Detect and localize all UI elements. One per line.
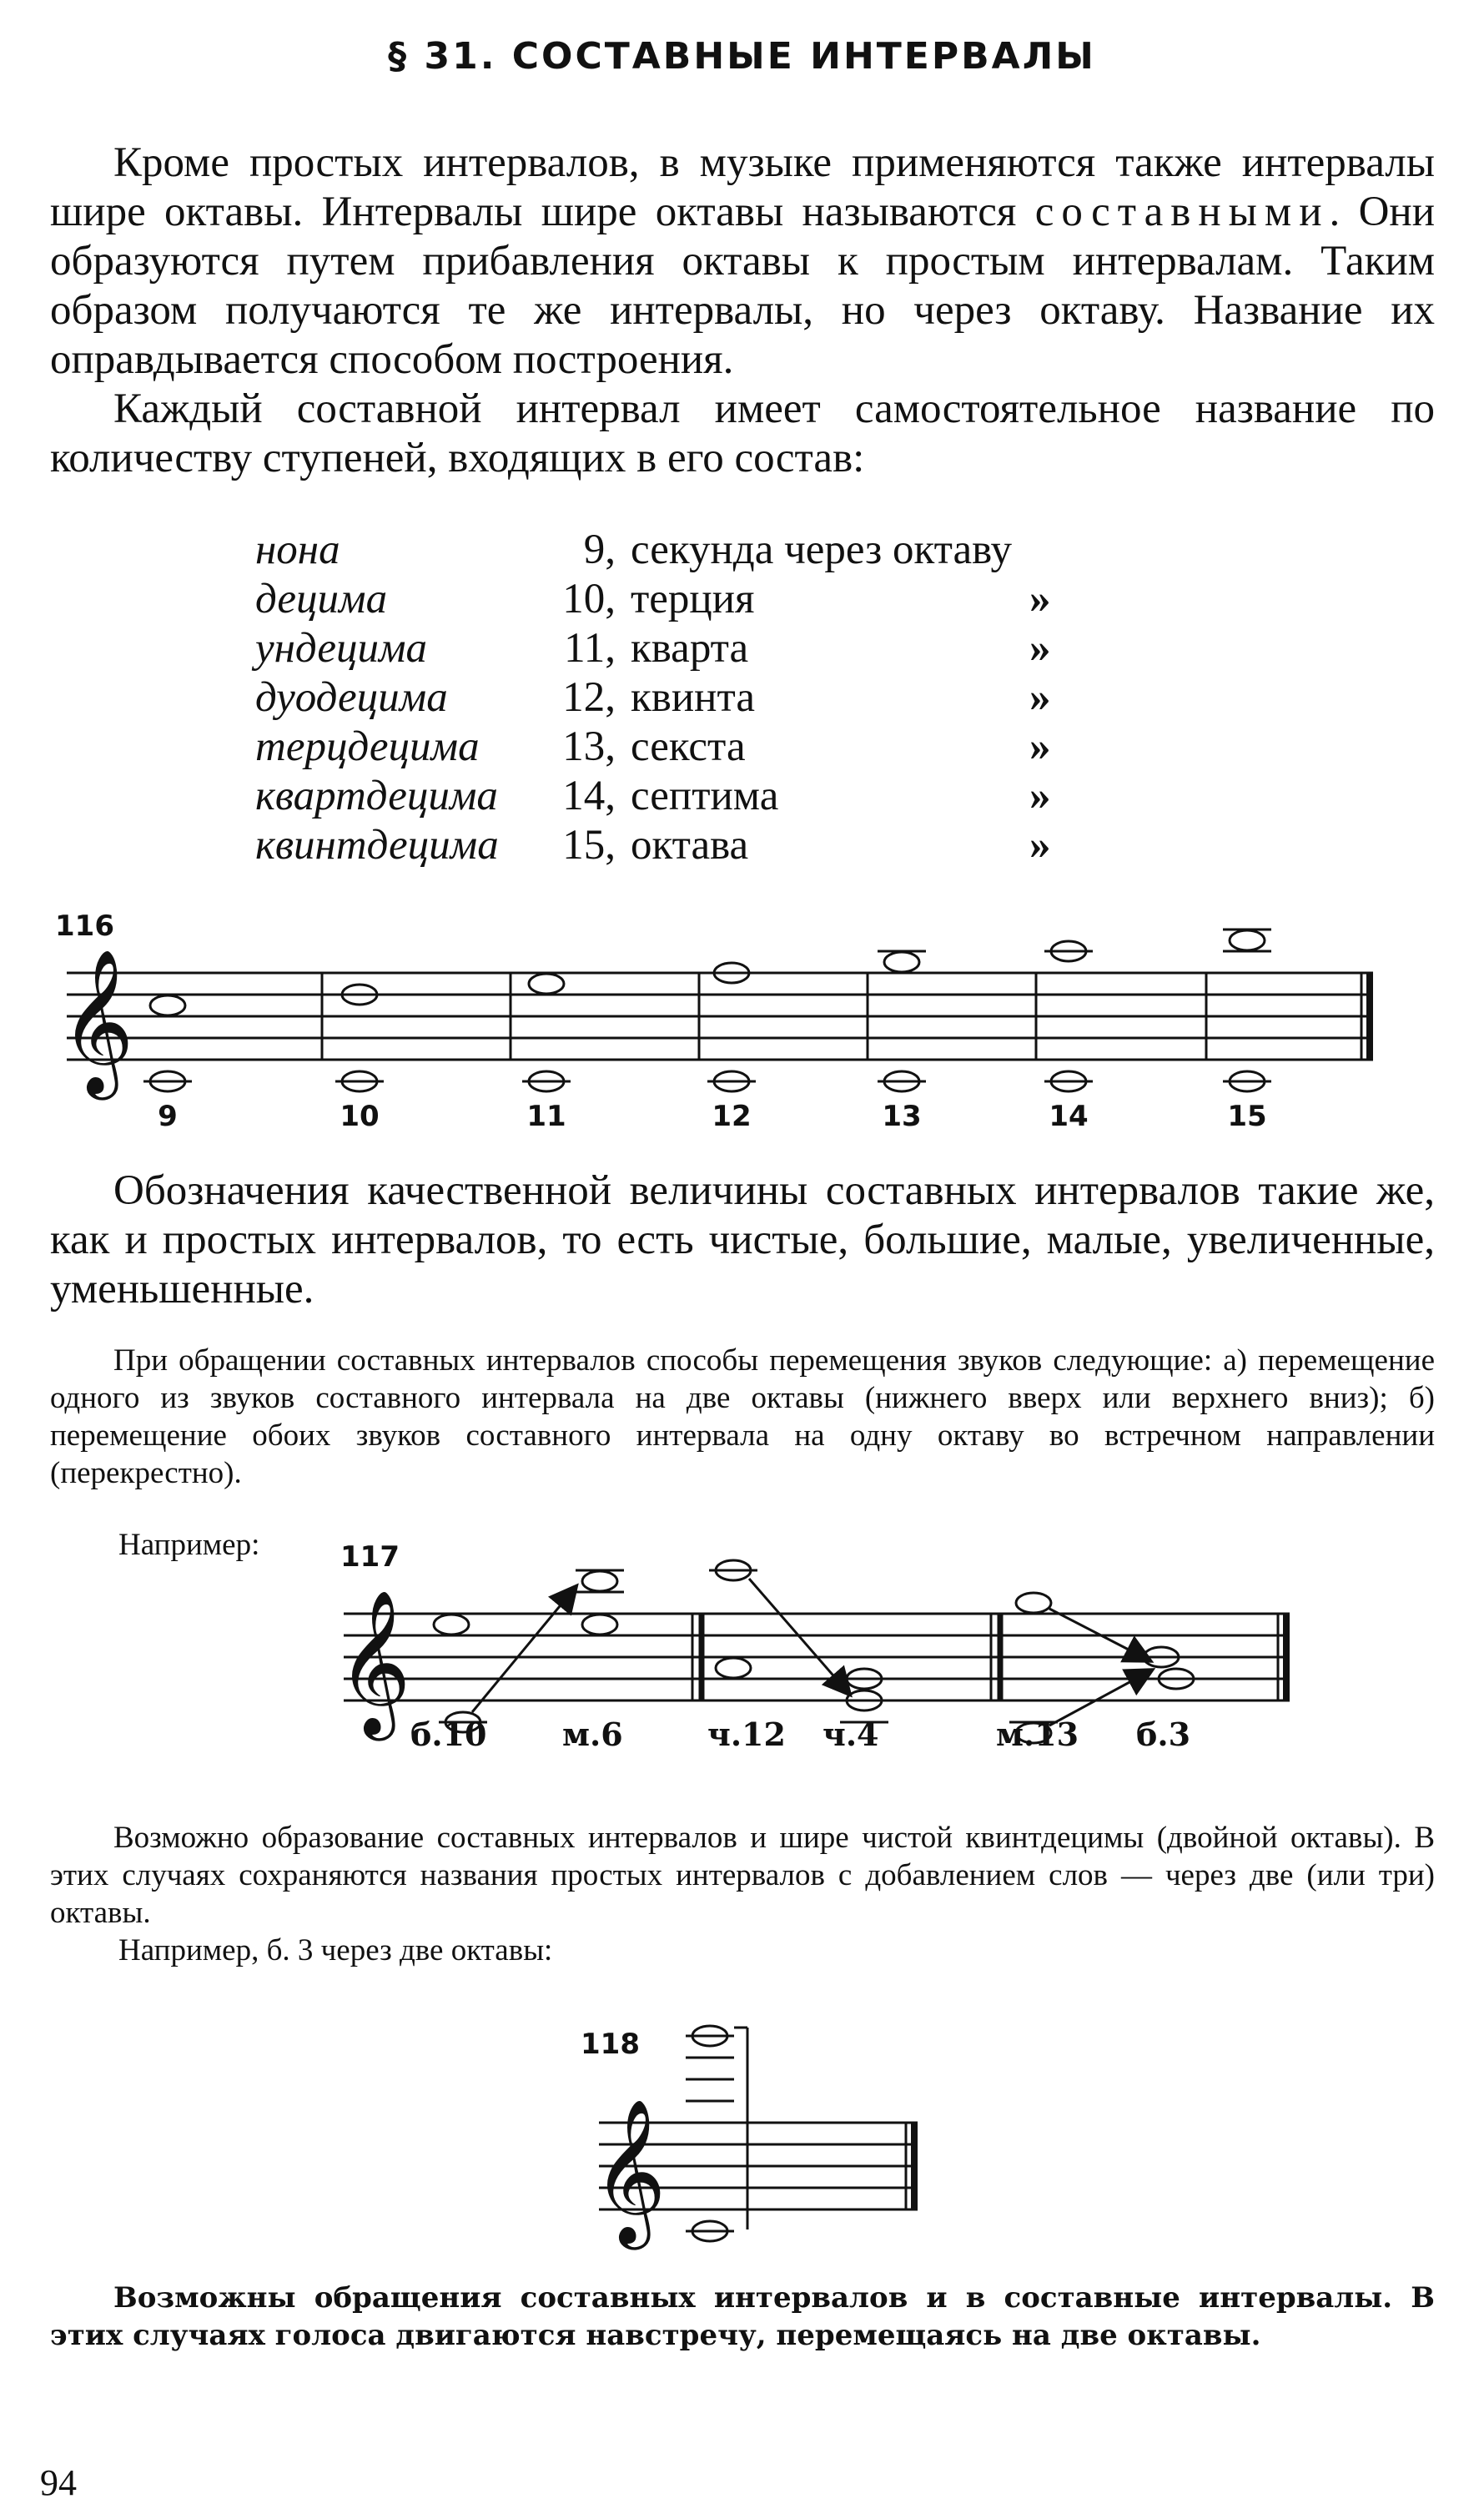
interval-description: терция [631,576,755,622]
interval-name: терцдецима [255,723,480,770]
section-title: § 31. СОСТАВНЫЕ ИНТЕРВАЛЫ [388,35,1096,78]
interval-description: кварта [631,625,749,672]
quality-paragraph: Обозначения качественной величины составных интервалов такие же, как и простых интервалов, то есть чистые, большие, малые, увеличенные, уменьшенные. [50,1167,1435,1312]
interval-label: 9 [158,1100,178,1133]
interval-name: децима [255,576,388,622]
ditto-mark: » [1029,822,1051,869]
interval-label: м.6 [562,1716,623,1753]
interval-label: м.13 [996,1716,1079,1753]
interval-label: б.10 [410,1716,487,1753]
interval-description: квинта [631,674,755,721]
interval-label: б.3 [1136,1716,1191,1753]
intro-p1-end: . Они образуются путем прибавления октавы к простым интервалам. Таким образом получаются те же интервалы, но через октаву. Название их оправдывается способом построения. [50,189,1435,383]
interval-name: нона [255,526,340,573]
final-text [50,2280,1435,2355]
example-118-number: 118 [581,2028,640,2061]
interval-label: ч.4 [822,1716,879,1753]
interval-description: октава [631,822,749,869]
example-116-number: 116 [55,909,114,943]
ditto-mark: » [1029,773,1051,819]
interval-label: 15 [1227,1100,1267,1133]
inversion-paragraph: При обращении составных интервалов способы перемещения звуков следующие: а) перемещение одного из звуков составного интервала на две октавы (нижнего вверх или верхнего вниз); б) перемещение обоих звуков составного интервала на одну октаву во встречном направлении (перекрестно). [50,1343,1435,1490]
interval-number: 15, [562,822,616,869]
interval-label: 14 [1049,1100,1089,1133]
interval-label: 11 [526,1100,566,1133]
intro-paragraph-2: Каждый составной интервал имеет самостоятельное название по количеству ступеней, входящих в его состав: [50,385,1435,481]
interval-label: 12 [712,1100,752,1133]
interval-name: дуодецима [255,674,448,721]
interval-label: ч.12 [707,1716,786,1753]
ditto-mark: » [1029,576,1051,622]
example-117-intro: Например: [118,1528,260,1562]
treble-clef-icon: 𝄞 [337,1590,411,1735]
final-paragraph: Возможны обращения составных интервалов и в составные интервалы. В этих случаях голоса двигаются навстречу, перемещаясь на две октавы. [50,2281,1435,2352]
term-emphasis: составными [1034,189,1330,235]
wider-paragraph: Возможно образование составных интервалов и шире чистой квинтдецимы (двойной октавы). В этих случаях сохраняются названия простых интервалов с добавлением слов — через две (или три) октавы. [50,1821,1435,1930]
interval-number: 14, [562,773,616,819]
treble-clef-icon: 𝄞 [60,949,134,1094]
ditto-mark: » [1029,723,1051,770]
example-118-intro: Например, б. 3 через две октавы: [118,1933,553,1967]
interval-name: квартдецима [255,773,498,819]
interval-number: 12, [562,674,616,721]
interval-number: 13, [562,723,616,770]
interval-description: секунда через октаву [631,526,1013,573]
interval-label: 13 [882,1100,922,1133]
page-number: 94 [40,2462,77,2503]
interval-number: 10, [562,576,616,622]
treble-clef-icon: 𝄞 [592,2098,667,2244]
intro-p1-start: Кроме простых интервалов, в музыке применяются также интервалы шире октавы. Интервалы шире октавы называются [50,139,1435,235]
interval-number: 9, [583,526,616,573]
interval-name: квинтдецима [255,822,499,869]
interval-name: ундецима [255,625,428,672]
interval-description: секста [631,723,746,770]
interval-label: 10 [340,1100,380,1133]
interval-description: септима [631,773,779,819]
example-117-number: 117 [340,1540,400,1574]
ditto-mark: » [1029,674,1051,721]
ditto-mark: » [1029,625,1051,672]
interval-number: 11, [564,625,616,672]
